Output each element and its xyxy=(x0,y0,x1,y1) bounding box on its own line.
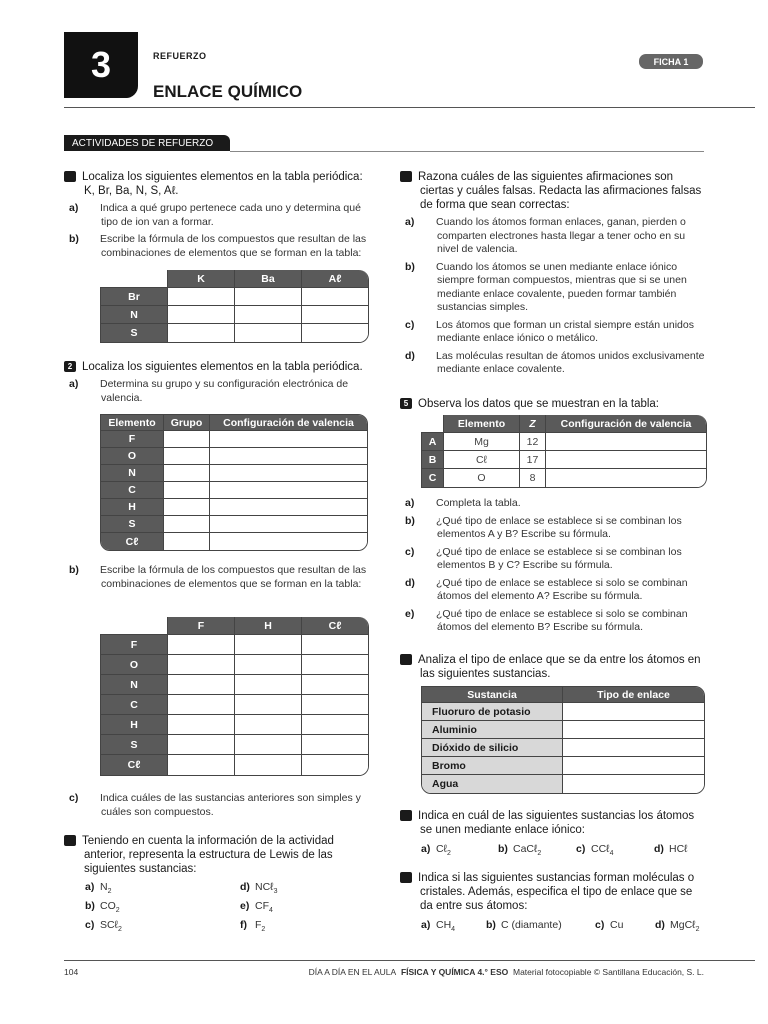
q7-item: c) CCℓ$_4$ xyxy=(576,843,614,858)
question-5 xyxy=(400,397,705,411)
q4-text: Razona cuáles de las siguientes afirmaciones son ciertas y cuáles falsas. Redacta las afirmaciones falsas de forma que sean correctas: xyxy=(418,171,702,211)
q2-table xyxy=(100,414,368,551)
q5-z: 8 xyxy=(520,469,546,487)
page-number: 104 xyxy=(64,967,79,977)
q2-c: Indica cuáles de las sustancias anteriores son simples y cuáles son compuestos. xyxy=(100,792,361,818)
q2b-col: H xyxy=(235,617,302,635)
q3-item: c) SCℓ$_2$ xyxy=(85,919,122,934)
q2-row: F xyxy=(101,431,164,448)
q5-z: 12 xyxy=(520,433,546,451)
q6-row: Dióxido de silicio xyxy=(422,739,563,757)
q6-col: Sustancia xyxy=(422,687,563,703)
q2b-table xyxy=(100,617,369,776)
q4-b: Cuando los átomos se unen mediante enlace iónico siempre forman compuestos, mientras que si se unen mediante enlace covalente, pueden formar también sustancias simples. xyxy=(436,260,687,313)
q2-row: O xyxy=(101,448,164,465)
footer-bold: FÍSICA Y QUÍMICA 4.° ESO xyxy=(400,967,509,977)
q5-element: Cℓ xyxy=(444,451,520,469)
q1-b: Escribe la fórmula de los compuestos que resultan de las combinaciones de elementos que se forman en la tabla: xyxy=(100,233,367,259)
q1-number: 1 xyxy=(64,171,76,182)
q2-col: Grupo xyxy=(164,415,210,431)
q2b-row: O xyxy=(100,655,168,675)
q1-text: Localiza los siguientes elementos en la tabla periódica: K, Br, Ba, N, S, Aℓ. xyxy=(82,171,363,197)
q5-col: Configuración de valencia xyxy=(546,415,706,433)
q3-item: f) $F_2$ xyxy=(240,919,266,934)
question-2: 2 Localiza los siguientes elementos en la tabla periódica. a) Determina su grupo y su configuración electrónica de valencia. xyxy=(64,360,374,405)
q2-row: N xyxy=(101,465,164,482)
footer-left: DÍA A DÍA EN EL AULA xyxy=(308,967,397,977)
q7-number: 7 xyxy=(400,810,412,821)
section-tag: ACTIVIDADES DE REFUERZO xyxy=(64,135,230,151)
q3-item: d) NCℓ$_3$ xyxy=(240,881,278,896)
q2-text: Localiza los siguientes elementos en la tabla periódica. xyxy=(82,361,363,373)
q5-a: Completa la tabla. xyxy=(436,497,521,509)
q2-a: Determina su grupo y su configuración electrónica de valencia. xyxy=(100,378,349,404)
q5-b: ¿Qué tipo de enlace se establece si se combinan los elementos A y B? Escribe su fórmula. xyxy=(436,514,682,540)
q6-row: Bromo xyxy=(422,757,563,775)
question-4: 4 Razona cuáles de las siguientes afirmaciones son ciertas y cuáles falsas. Redacta las afirmaciones falsas de forma que sean correctas: a) Cuando los átomos forman enlaces, ganan, pierden o comparten electrones hasta llegar a tener ocho en su nivel de valencia. b) Cuando los átomos se unen mediante enlace iónico siempre forman compuestos, mientras que si se unen mediante enlace covalente, pueden formar también sustancias simples. c) Los átomos que forman un cristal siempre están unidos mediante enlace iónico o metálico. d) Las moléculas resultan de átomos unidos exclusivamente mediante enlace covalente. xyxy=(393,171,705,375)
q1-table xyxy=(100,270,369,343)
q4-c: Los átomos que forman un cristal siempre están unidos mediante enlace iónico o metálico. xyxy=(436,318,694,344)
page-title: ENLACE QUÍMICO xyxy=(153,82,303,101)
q5-element: O xyxy=(444,469,520,487)
q2b-row: N xyxy=(100,675,168,695)
q2-b-wrap: b) Escribe la fórmula de los compuestos que resultan de las combinaciones de elementos que se forman en la tabla: xyxy=(69,564,367,590)
q2-col: Elemento xyxy=(101,415,164,431)
q8-number: 8 xyxy=(400,872,412,883)
q2b-row: C xyxy=(100,695,168,715)
q3-text: Teniendo en cuenta la información de la actividad anterior, representa la estructura de Lewis de las siguientes sustancias: xyxy=(82,835,334,875)
q5-c: ¿Qué tipo de enlace se establece si se combinan los elementos B y C? Escribe su fórmula. xyxy=(436,545,682,571)
q6-number: 6 xyxy=(400,654,412,665)
section-divider xyxy=(230,151,704,152)
q2-c-wrap: c) Indica cuáles de las sustancias anteriores son simples y cuáles son compuestos. xyxy=(69,792,361,818)
q2b-col: Cℓ xyxy=(302,617,368,635)
q6-row: Agua xyxy=(422,775,563,793)
q5-e: ¿Qué tipo de enlace se establece si solo se combinan átomos del elemento B? Escribe su fórmula. xyxy=(436,607,688,633)
ficha-badge: FICHA 1 xyxy=(639,54,703,69)
q6-row: Fluoruro de potasio xyxy=(422,703,563,721)
q2b-row: F xyxy=(100,635,168,655)
q5-table xyxy=(421,415,707,488)
q1-row: S xyxy=(100,324,168,342)
q1-col: K xyxy=(168,270,235,288)
q8-item: d) MgCℓ$_2$ xyxy=(655,919,700,934)
q2b-row: S xyxy=(100,735,168,755)
q1-col: Ba xyxy=(235,270,302,288)
q5-element: Mg xyxy=(444,433,520,451)
q1-row: Br xyxy=(100,288,168,306)
q5-row-key: C xyxy=(421,469,444,487)
q7-item: d) HCℓ xyxy=(654,843,688,855)
q3-item: a) $N_2$ xyxy=(85,881,112,896)
q2b-row: H xyxy=(100,715,168,735)
q5-number: 5 xyxy=(400,398,412,409)
q2b-row: Cℓ xyxy=(100,755,168,775)
q3-number: 3 xyxy=(64,835,76,846)
question-6 xyxy=(393,653,705,681)
unit-number: 3 xyxy=(64,32,138,98)
q5-row-key: B xyxy=(421,451,444,469)
q2b-col: F xyxy=(168,617,235,635)
q7-text: Indica en cuál de las siguientes sustancias los átomos se unen mediante enlace iónico: xyxy=(418,810,695,836)
q1-col: Aℓ xyxy=(302,270,368,288)
q5-text: Observa los datos que se muestran en la tabla: xyxy=(418,398,660,410)
q6-table xyxy=(421,686,705,794)
q2-row: C xyxy=(101,482,164,499)
q4-number: 4 xyxy=(400,171,412,182)
q2-col: Configuración de valencia xyxy=(210,415,367,431)
q5-row-key: A xyxy=(421,433,444,451)
question-3 xyxy=(57,834,374,876)
q2-row: S xyxy=(101,516,164,533)
q6-col: Tipo de enlace xyxy=(563,687,704,703)
header-divider xyxy=(64,107,755,108)
footer-right: Material fotocopiable © Santillana Educación, S. L. xyxy=(512,967,704,977)
question-8 xyxy=(393,871,705,913)
q5-z: 17 xyxy=(520,451,546,469)
q7-item: b) CaCℓ$_2$ xyxy=(498,843,542,858)
q4-d: Las moléculas resultan de átomos unidos exclusivamente mediante enlace covalente. xyxy=(436,349,705,375)
q8-item: a) $CH_4$ xyxy=(421,919,456,934)
q5-col: Z xyxy=(520,415,546,433)
kicker: REFUERZO xyxy=(153,51,207,61)
q2-row: H xyxy=(101,499,164,516)
q2-number: 2 xyxy=(64,361,76,372)
q6-row: Aluminio xyxy=(422,721,563,739)
question-7 xyxy=(393,809,705,837)
q4-a: Cuando los átomos forman enlaces, ganan, pierden o comparten electrones hasta llegar a tener ocho en su nivel de valencia. xyxy=(436,216,686,255)
q7-item: a) Cℓ$_2$ xyxy=(421,843,451,858)
footer-divider xyxy=(64,960,755,961)
q8-text: Indica si las siguientes sustancias forman moléculas o cristales. Además, especifica el tipo de enlace que se da entre sus átomos: xyxy=(418,872,695,912)
q5-d: ¿Qué tipo de enlace se establece si solo se combinan átomos del elemento A? Escribe su fórmula. xyxy=(436,576,688,602)
q6-text: Analiza el tipo de enlace que se da entre los átomos en las siguientes sustancias. xyxy=(418,654,701,680)
q1-a: Indica a qué grupo pertenece cada uno y determina qué tipo de ion van a formar. xyxy=(100,202,361,228)
footer-credit xyxy=(309,967,704,977)
q8-item: b) C (diamante) xyxy=(486,919,562,931)
q5-subs: a) Completa la tabla. b) ¿Qué tipo de enlace se establece si se combinan los elementos A y B? Escribe su fórmula. c) ¿Qué tipo de enlace se establece si se combinan los elementos B y C? Escribe su fórmula. d) ¿Qué tipo de enlace se establece si solo se combinan átomos del elemento A? Escribe su fórmula. e) ¿Qué tipo de enlace se establece si solo se combinan átomos del elemento B? Escribe su fórmula. xyxy=(405,497,688,633)
q1-row: N xyxy=(100,306,168,324)
q3-item: b) $CO_2$ xyxy=(85,900,120,915)
q2-b: Escribe la fórmula de los compuestos que resultan de las combinaciones de elementos que se forman en la tabla: xyxy=(100,564,367,590)
q5-col: Elemento xyxy=(444,415,520,433)
q2-row: Cℓ xyxy=(101,533,164,550)
q8-item: c) Cu xyxy=(595,919,624,931)
q3-item: e) $CF_4$ xyxy=(240,900,273,915)
question-1: 1 Localiza los siguientes elementos en la tabla periódica: K, Br, Ba, N, S, Aℓ. a) Indica a qué grupo pertenece cada uno y determina qué tipo de ion van a formar. b) Escribe la fórmula de los compuestos que resultan de las combinaciones de elementos que se forman en la tabla: xyxy=(57,171,367,259)
